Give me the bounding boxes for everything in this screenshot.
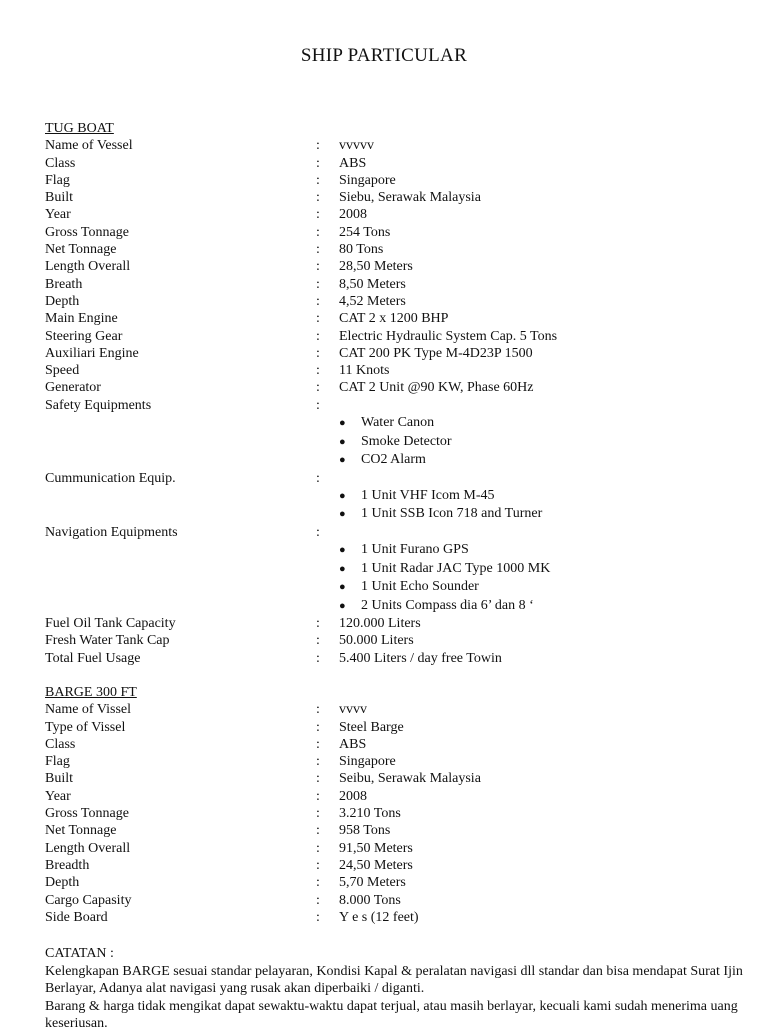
spec-row bbox=[45, 874, 745, 891]
spec-value: ABS bbox=[339, 155, 367, 171]
spec-colon: : bbox=[316, 754, 320, 770]
bullet-text: Smoke Detector bbox=[361, 433, 452, 449]
spec-colon: : bbox=[316, 857, 320, 873]
tug-boat-section bbox=[45, 120, 745, 667]
spec-row bbox=[45, 345, 745, 362]
spec-label: Fuel Oil Tank Capacity bbox=[45, 616, 176, 632]
spec-row-communication bbox=[45, 470, 745, 487]
bullet-item bbox=[45, 541, 745, 560]
barge-heading: BARGE 300 FT bbox=[45, 685, 137, 700]
bullet-text: 1 Unit Echo Sounder bbox=[361, 579, 479, 595]
spec-label: Net Tonnage bbox=[45, 823, 117, 839]
spec-row bbox=[45, 328, 745, 345]
spec-label: Year bbox=[45, 207, 71, 223]
spec-row-safety bbox=[45, 397, 745, 414]
spec-colon: : bbox=[316, 363, 320, 379]
bullet-dot-icon: ● bbox=[339, 417, 346, 430]
spec-colon: : bbox=[316, 470, 320, 486]
bullet-dot-icon: ● bbox=[339, 454, 346, 467]
spec-row bbox=[45, 857, 745, 874]
spec-value: 8,50 Meters bbox=[339, 276, 406, 292]
spec-row bbox=[45, 362, 745, 379]
spec-label: Name of Vessel bbox=[45, 138, 133, 154]
spec-value: 2008 bbox=[339, 207, 367, 223]
spec-label: Name of Vissel bbox=[45, 702, 131, 718]
bullet-text: Water Canon bbox=[361, 415, 435, 431]
bullet-dot-icon: ● bbox=[339, 562, 346, 575]
spec-value: 5.400 Liters / day free Towin bbox=[339, 650, 502, 666]
spec-label: Year bbox=[45, 788, 71, 804]
spec-label: Length Overall bbox=[45, 259, 131, 275]
spec-value: 2008 bbox=[339, 788, 367, 804]
spec-colon: : bbox=[316, 224, 320, 240]
bullet-dot-icon: ● bbox=[339, 489, 346, 502]
spec-value: 4,52 Meters bbox=[339, 293, 406, 309]
spec-row bbox=[45, 632, 745, 649]
spec-row bbox=[45, 909, 745, 926]
spec-value: 254 Tons bbox=[339, 224, 391, 240]
spec-row bbox=[45, 310, 745, 327]
bullet-text: CO2 Alarm bbox=[361, 452, 426, 468]
spec-value: Electric Hydraulic System Cap. 5 Tons bbox=[339, 328, 558, 344]
spec-label: Auxiliari Engine bbox=[45, 345, 139, 361]
spec-colon: : bbox=[316, 328, 320, 344]
spec-row bbox=[45, 172, 745, 189]
spec-value: 958 Tons bbox=[339, 823, 391, 839]
bullet-text: 1 Unit Furano GPS bbox=[361, 542, 469, 558]
spec-colon: : bbox=[316, 806, 320, 822]
spec-row bbox=[45, 701, 745, 718]
safety-equipment-list bbox=[45, 414, 745, 470]
spec-colon: : bbox=[316, 276, 320, 292]
spec-colon: : bbox=[316, 788, 320, 804]
bullet-text: 2 Units Compass dia 6’ dan 8 ‘ bbox=[361, 597, 534, 613]
spec-value: 91,50 Meters bbox=[339, 840, 413, 856]
spec-label: Depth bbox=[45, 875, 80, 891]
bullet-item bbox=[45, 560, 745, 579]
spec-row bbox=[45, 258, 745, 275]
spec-row bbox=[45, 770, 745, 787]
spec-label: Depth bbox=[45, 293, 80, 309]
spec-label: Gross Tonnage bbox=[45, 224, 129, 240]
spec-value: 80 Tons bbox=[339, 242, 384, 258]
spec-value: vvvv bbox=[339, 702, 367, 718]
spec-value: CAT 2 x 1200 BHP bbox=[339, 311, 449, 327]
spec-colon: : bbox=[316, 892, 320, 908]
spec-colon: : bbox=[316, 616, 320, 632]
spec-value: CAT 200 PK Type M-4D23P 1500 bbox=[339, 345, 533, 361]
spec-label: Built bbox=[45, 771, 74, 787]
spec-colon: : bbox=[316, 875, 320, 891]
spec-value: Singapore bbox=[339, 172, 396, 188]
spec-row bbox=[45, 650, 745, 667]
bullet-text: 1 Unit Radar JAC Type 1000 MK bbox=[361, 560, 551, 576]
spec-label: Safety Equipments bbox=[45, 397, 152, 413]
spec-colon: : bbox=[316, 771, 320, 787]
spec-label: Cargo Capasity bbox=[45, 892, 132, 908]
spec-colon: : bbox=[316, 633, 320, 649]
spec-value: CAT 2 Unit @90 KW, Phase 60Hz bbox=[339, 380, 534, 396]
spec-label: Flag bbox=[45, 754, 70, 770]
spec-colon: : bbox=[316, 207, 320, 223]
bullet-dot-icon: ● bbox=[339, 581, 346, 594]
spec-colon: : bbox=[316, 345, 320, 361]
spec-value: Siebu, Serawak Malaysia bbox=[339, 190, 481, 206]
navigation-equipment-list bbox=[45, 541, 745, 615]
spec-colon: : bbox=[316, 155, 320, 171]
spec-label: Net Tonnage bbox=[45, 242, 117, 258]
spec-colon: : bbox=[316, 380, 320, 396]
spec-label: Flag bbox=[45, 172, 70, 188]
spec-label: Fresh Water Tank Cap bbox=[45, 633, 170, 649]
bullet-item bbox=[45, 487, 745, 506]
spec-row bbox=[45, 788, 745, 805]
document-title: SHIP PARTICULAR bbox=[300, 45, 468, 66]
spec-colon: : bbox=[316, 823, 320, 839]
spec-label: Main Engine bbox=[45, 311, 118, 327]
spec-row bbox=[45, 189, 745, 206]
spec-colon: : bbox=[316, 909, 320, 925]
spec-row bbox=[45, 206, 745, 223]
spec-label: Side Board bbox=[45, 909, 108, 925]
spec-row bbox=[45, 241, 745, 258]
spec-label: Class bbox=[45, 155, 76, 171]
spec-row bbox=[45, 155, 745, 172]
bullet-item bbox=[45, 578, 745, 597]
spec-label: Class bbox=[45, 736, 76, 752]
spec-colon: : bbox=[316, 397, 320, 413]
spec-colon: : bbox=[316, 736, 320, 752]
spec-row bbox=[45, 293, 745, 310]
barge-section bbox=[45, 684, 745, 926]
spec-row bbox=[45, 276, 745, 293]
spec-row bbox=[45, 736, 745, 753]
notes-section bbox=[45, 945, 745, 1033]
spec-value: Seibu, Serawak Malaysia bbox=[339, 771, 481, 787]
spec-row bbox=[45, 224, 745, 241]
spec-value: 8.000 Tons bbox=[339, 892, 401, 908]
spec-colon: : bbox=[316, 190, 320, 206]
spec-label: Built bbox=[45, 190, 74, 206]
bullet-item bbox=[45, 505, 745, 524]
spec-colon: : bbox=[316, 719, 320, 735]
tug-boat-heading: TUG BOAT bbox=[45, 121, 114, 136]
spec-row bbox=[45, 719, 745, 736]
spec-colon: : bbox=[316, 702, 320, 718]
spec-colon: : bbox=[316, 259, 320, 275]
spec-row bbox=[45, 892, 745, 909]
bullet-text: 1 Unit VHF Icom M-45 bbox=[361, 487, 495, 503]
spec-row bbox=[45, 615, 745, 632]
spec-row bbox=[45, 840, 745, 857]
notes-heading: CATATAN : bbox=[45, 946, 114, 961]
spec-row bbox=[45, 379, 745, 396]
spec-label: Gross Tonnage bbox=[45, 806, 129, 822]
spec-colon: : bbox=[316, 650, 320, 666]
bullet-item bbox=[45, 433, 745, 452]
spec-colon: : bbox=[316, 524, 320, 540]
spec-label: Breath bbox=[45, 276, 83, 292]
spec-colon: : bbox=[316, 172, 320, 188]
bullet-dot-icon: ● bbox=[339, 435, 346, 448]
spec-colon: : bbox=[316, 293, 320, 309]
spec-colon: : bbox=[316, 311, 320, 327]
spec-label: Cummunication Equip. bbox=[45, 470, 176, 486]
spec-row-navigation bbox=[45, 524, 745, 541]
notes-line-1: Kelengkapan BARGE sesuai standar pelayaran, Kondisi Kapal & peralatan navigasi dll standar dan bisa mendapat Surat Ijin Berlayar, Adanya alat navigasi yang rusak akan diperbaiki / diganti. bbox=[45, 963, 743, 996]
tug-boat-tank-specs bbox=[45, 615, 745, 667]
tug-boat-specs bbox=[45, 137, 745, 396]
spec-label: Total Fuel Usage bbox=[45, 650, 141, 666]
bullet-text: 1 Unit SSB Icon 718 and Turner bbox=[361, 506, 543, 522]
spec-label: Steering Gear bbox=[45, 328, 123, 344]
communication-equipment-list bbox=[45, 487, 745, 524]
spec-value: vvvvv bbox=[339, 138, 374, 154]
spec-row bbox=[45, 753, 745, 770]
spec-label: Breadth bbox=[45, 857, 90, 873]
spec-value: 5,70 Meters bbox=[339, 875, 406, 891]
bullet-item bbox=[45, 414, 745, 433]
spec-label: Length Overall bbox=[45, 840, 131, 856]
spec-value: Steel Barge bbox=[339, 719, 404, 735]
bullet-dot-icon: ● bbox=[339, 508, 346, 521]
spec-value: Singapore bbox=[339, 754, 396, 770]
spec-value: 24,50 Meters bbox=[339, 857, 413, 873]
spec-label: Type of Vissel bbox=[45, 719, 126, 735]
spec-colon: : bbox=[316, 242, 320, 258]
spec-value: 3.210 Tons bbox=[339, 806, 401, 822]
barge-specs bbox=[45, 701, 745, 926]
spec-row bbox=[45, 137, 745, 154]
spec-value: Y e s (12 feet) bbox=[339, 909, 419, 925]
spec-label: Navigation Equipments bbox=[45, 524, 178, 540]
spec-colon: : bbox=[316, 840, 320, 856]
spec-row bbox=[45, 822, 745, 839]
bullet-dot-icon: ● bbox=[339, 599, 346, 612]
spec-label: Generator bbox=[45, 380, 101, 396]
spec-colon: : bbox=[316, 138, 320, 154]
spec-value: ABS bbox=[339, 736, 367, 752]
spec-value: 120.000 Liters bbox=[339, 616, 421, 632]
bullet-dot-icon: ● bbox=[339, 544, 346, 557]
spec-value: 11 Knots bbox=[339, 363, 390, 379]
spec-value: 50.000 Liters bbox=[339, 633, 414, 649]
spec-row bbox=[45, 805, 745, 822]
notes-line-2: Barang & harga tidak mengikat dapat sewaktu-waktu dapat terjual, atau masih berlayar, kecuali kami sudah menerima uang keseriusan. bbox=[45, 998, 738, 1031]
bullet-item bbox=[45, 597, 745, 616]
spec-value: 28,50 Meters bbox=[339, 259, 413, 275]
spec-label: Speed bbox=[45, 363, 80, 379]
bullet-item bbox=[45, 451, 745, 470]
